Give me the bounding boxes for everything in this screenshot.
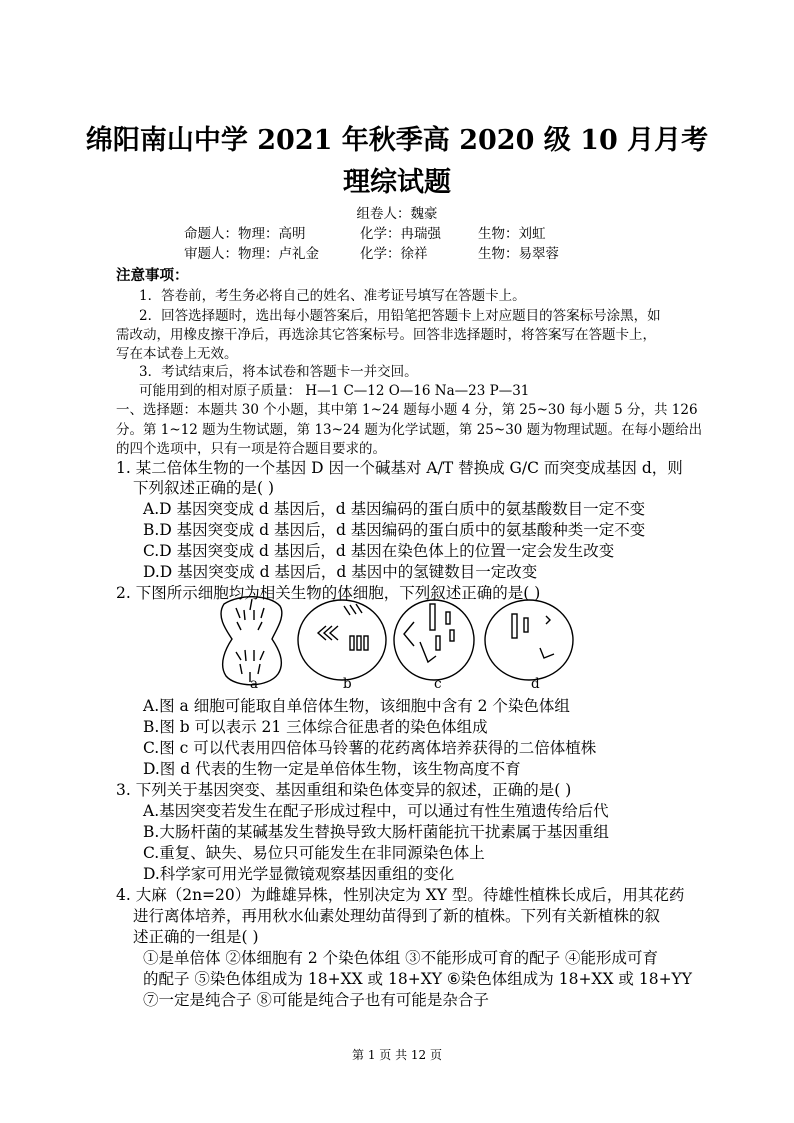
question-stem: 下列叙述正确的是( ) xyxy=(133,479,275,497)
question-stem: 1. 某二倍体生物的一个基因 D 因一个碱基对 A/T 替换成 G/C 而突变成基因 d，则 xyxy=(116,459,683,477)
option-a: A.基因突变若发生在配子形成过程中，可以通过有性生殖遗传给后代 xyxy=(143,802,609,820)
cell-c xyxy=(394,600,474,680)
page-footer: 第 1 页 共 12 页 xyxy=(352,1048,442,1062)
section-intro-line: 的四个选项中，只有一项是符合题目要求的。 xyxy=(116,441,386,457)
cell-diagram xyxy=(214,596,584,691)
option-line: 的配子 ⑤染色体组成为 18+XX 或 18+XY ⑥染色体组成为 18+XX 或 18+YY xyxy=(143,970,693,988)
question-stem: 3. 下列关于基因突变、基因重组和染色体变异的叙述，正确的是( ) xyxy=(116,781,572,799)
notice-line: 需改动，用橡皮擦干净后，再选涂其它答案标号。回答非选择题时，将答案写在答题卡上， xyxy=(116,327,656,343)
option-b: B.D 基因突变成 d 基因后，d 基因编码的蛋白质中的氨基酸种类一定不变 xyxy=(143,521,646,539)
option-b: B.图 b 可以表示 21 三体综合征患者的染色体组成 xyxy=(143,718,488,736)
cell-b xyxy=(298,600,386,680)
option-a: A.D 基因突变成 d 基因后，d 基因编码的蛋白质中的氨基酸数目一定不变 xyxy=(143,500,646,518)
exam-title: 绵阳南山中学 2021 年秋季高 2020 级 10 月月考 xyxy=(85,125,709,156)
option-d: D.图 d 代表的生物一定是单倍体生物，该生物高度不育 xyxy=(143,760,521,778)
option-c: C.D 基因突变成 d 基因后，d 基因在染色体上的位置一定会发生改变 xyxy=(143,542,615,560)
option-d: D.D 基因突变成 d 基因后，d 基因中的氢键数目一定改变 xyxy=(143,563,538,581)
section-intro-line: 分。第 1~12 题为生物试题，第 13~24 题为化学试题，第 25~30 题为物理试题。在每小题给出 xyxy=(116,422,703,438)
reviewer-biology: 生物：易翠蓉 xyxy=(478,246,559,262)
notice-line: 1．答卷前，考生务必将自己的姓名、准考证号填写在答题卡上。 xyxy=(139,288,526,304)
cell-a xyxy=(221,597,282,685)
question-stem: 述正确的一组是( ) xyxy=(133,928,259,946)
atomic-masses: 可能用到的相对原子质量： H—1 C—12 O—16 Na—23 P—31 xyxy=(139,383,530,399)
reviewer-chemistry: 化学：徐祥 xyxy=(360,246,428,262)
figure-label-c: c xyxy=(434,676,442,692)
figure-label-d: d xyxy=(531,676,540,692)
figure-label-b: b xyxy=(343,676,352,692)
option-line: ①是单倍体 ②体细胞有 2 个染色体组 ③不能形成可育的配子 ④能形成可育 xyxy=(143,949,658,967)
setter-biology: 生物：刘虹 xyxy=(478,226,546,242)
question-stem: 2. 下图所示细胞均为相关生物的体细胞，下列叙述正确的是( ) xyxy=(116,584,541,602)
option-a: A.图 a 细胞可能取自单倍体生物，该细胞中含有 2 个染色体组 xyxy=(143,697,570,715)
option-line: ⑦一定是纯合子 ⑧可能是纯合子也有可能是杂合子 xyxy=(143,991,489,1009)
reviewer-physics: 审题人：物理：卢礼金 xyxy=(184,246,319,262)
setter-chemistry: 化学：冉瑞强 xyxy=(360,226,441,242)
notice-line: 写在本试卷上无效。 xyxy=(116,346,238,362)
option-d: D.科学家可用光学显微镜观察基因重组的变化 xyxy=(143,865,455,883)
cell-d xyxy=(485,600,573,680)
option-c: C.图 c 可以代表用四倍体马铃薯的花药离体培养获得的二倍体植株 xyxy=(143,739,597,757)
setter-physics: 命题人：物理：高明 xyxy=(184,226,306,242)
figure-label-a: a xyxy=(250,676,259,692)
notice-heading: 注意事项： xyxy=(116,267,189,284)
option-b: B.大肠杆菌的某碱基发生替换导致大肠杆菌能抗干扰素属于基因重组 xyxy=(143,823,609,841)
question-stem: 进行离体培养，再用秋水仙素处理幼苗得到了新的植株。下列有关新植株的叙 xyxy=(133,907,661,925)
compiler-line: 组卷人：魏豪 xyxy=(356,206,438,222)
notice-line: 2．回答选择题时，选出每小题答案后，用铅笔把答题卡上对应题目的答案标号涂黑，如 xyxy=(139,308,661,324)
notice-line: 3．考试结束后，将本试卷和答题卡一并交回。 xyxy=(139,364,418,380)
section-intro-line: 一、选择题：本题共 30 个小题，其中第 1~24 题每小题 4 分，第 25~30 每小题 5 分，共 126 xyxy=(116,402,698,418)
question-stem: 4. 大麻（2n=20）为雌雄异株，性别决定为 XY 型。待雄性植株长成后，用其花药 xyxy=(116,886,685,904)
exam-subtitle: 理综试题 xyxy=(343,167,451,198)
option-c: C.重复、缺失、易位只可能发生在非同源染色体上 xyxy=(143,844,485,862)
